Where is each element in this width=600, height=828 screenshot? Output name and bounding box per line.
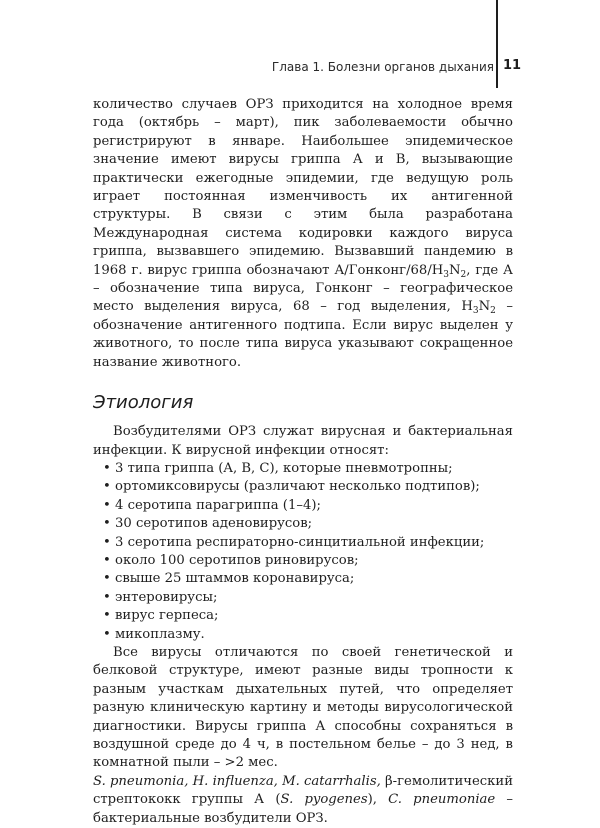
list-item: • ортомиксовирусы (различают несколько подтипов);: [115, 478, 513, 496]
list-item: • микоплазму.: [115, 626, 513, 644]
header-rule: [496, 0, 498, 88]
section-lead: Возбудителями ОРЗ служат вирусная и бактериальная инфекции. К вирусной инфекции относят:: [93, 424, 513, 458]
closing-paragraph: Все вирусы отличаются по своей генетической и белковой структуре, имеют разные виды тропности к разным участкам дыхательных путей, что определяет разную клиническую картину и методы вирусологической диагностики. Вирусы гриппа А способны сохраняться в воздушной среде до 4 ч, в постельном белье – до 3 нед, в комнатной пыли – >2 мес. S. pneumonia, H. influenza, M. catarrhalis, β-гемолитический стрептококк группы А (S. pyogenes), C. pneumoniae – бактериальные возбудители ОРЗ.: [93, 644, 513, 826]
list-item: • около 100 серотипов риновирусов;: [115, 552, 513, 570]
list-item: • энтеровирусы;: [115, 589, 513, 607]
section-title: Этиология: [93, 392, 194, 414]
list-item: • 3 серотипа респираторно-синцитиальной инфекции;: [115, 534, 513, 552]
running-head: Глава 1. Болезни органов дыхания: [271, 60, 494, 74]
list-item: • 30 серотипов аденовирусов;: [115, 515, 513, 533]
intro-paragraph: количество случаев ОРЗ приходится на холодное время года (октябрь – март), пик заболеваемости обычно регистрируют в январе. Наибольшее эпидемическое значение имеют вирусы гриппа А и В, вызывающие практически ежегодные эпидемии, где ведущую роль играет постоянная изменчивость их антигенной структуры. В связи с этим была разработана Международная система кодировки каждого вируса гриппа, вызвавшего эпидемию. Вызвавший пандемию в 1968 г. вирус гриппа обозначают $А/Гонконг/68/H_3N_2$, где А – обозначение типа вируса, Гонконг – географическое место выделения вируса, 68 – год выделения, $H_3N_2$ – обозначение антигенного подтипа. Если вирус выделен у животного, то после типа вируса указывают сокращенное название животного.: [93, 97, 513, 370]
list-item: • вирус герпеса;: [115, 607, 513, 625]
virus-list: [93, 460, 513, 644]
page-body: [93, 96, 513, 828]
list-item: • 3 типа гриппа (A, B, C), которые пневмотропны;: [115, 460, 513, 478]
list-item: • 4 серотипа парагриппа (1–4);: [115, 497, 513, 515]
page-number: 11: [503, 58, 522, 73]
list-item: • свыше 25 штаммов коронавируса;: [115, 570, 513, 588]
